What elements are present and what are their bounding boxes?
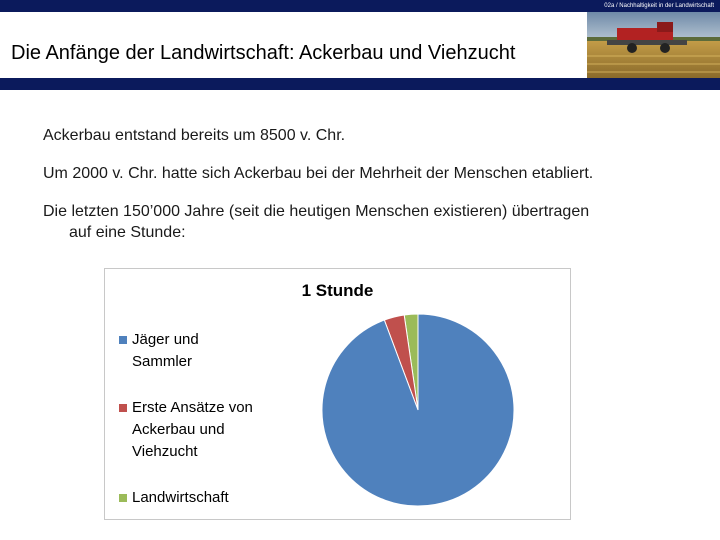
text-line-3: Die letzten 150’000 Jahre (seit die heutigen Menschen existieren) übertragen [43, 203, 590, 220]
pie-chart [104, 268, 571, 520]
legend-label-erste-1: Erste Ansätze von [132, 399, 253, 416]
text-line-1: Ackerbau entstand bereits um 8500 v. Chr. [43, 127, 346, 144]
harvester-photo [587, 12, 720, 78]
header-band [0, 78, 720, 90]
legend-label-landwirtschaft: Landwirtschaft [132, 489, 229, 506]
legend-label-erste-3: Viehzucht [132, 443, 198, 460]
pie-slice-0 [322, 314, 514, 506]
chart-title: 1 Stunde [301, 281, 374, 300]
legend-label-erste-2: Ackerbau und [132, 421, 225, 438]
top-bar [0, 0, 720, 12]
text-line-2: Um 2000 v. Chr. hatte sich Ackerbau bei der Mehrheit der Menschen etabliert. [43, 165, 594, 182]
breadcrumb: 02a / Nachhaltigkeit in der Landwirtschaft [604, 3, 714, 9]
pie-plot [105, 269, 570, 519]
content-text [43, 125, 703, 243]
legend-label-jaeger-1: Jäger und [132, 331, 199, 348]
text-line-4: auf eine Stunde: [69, 224, 186, 241]
page-title: Die Anfänge der Landwirtschaft: Ackerbau und Viehzucht [11, 42, 516, 64]
legend-label-jaeger-2: Sammler [132, 353, 193, 370]
